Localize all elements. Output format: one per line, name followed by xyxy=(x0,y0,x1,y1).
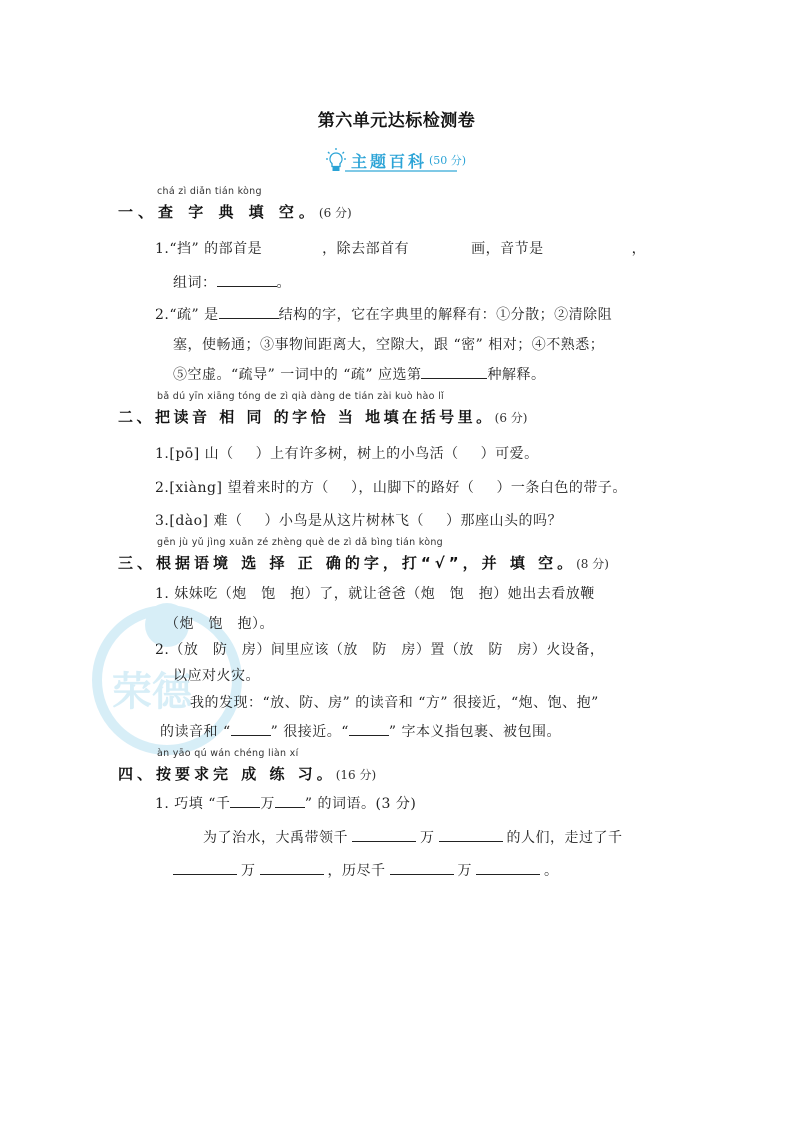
pinyin-tag: [dào] xyxy=(169,513,209,529)
fill-blank[interactable] xyxy=(260,860,324,875)
question-1-2-line2: 塞，使畅通；③事物间距离大，空隙大，跟 “密” 相对；④不熟悉； xyxy=(173,337,605,353)
fill-blank[interactable] xyxy=(390,860,454,875)
discovery-line2: 的读音和 “ ” 很接近。“ ” 字本义指包裹、被包围。 xyxy=(160,721,561,741)
question-3-2-line2: 以应对火灾。 xyxy=(173,668,260,684)
discovery-line1: 我的发现：“放、防、房” 的读音和 “方” 很接近，“炮、饱、抱” xyxy=(190,695,599,711)
checkmark-label: “√”， xyxy=(420,554,482,572)
section-2-heading: 二、把读音 相 同 的字恰 当 地填在括号里。(6 分) xyxy=(118,408,528,426)
similar-sound-blank[interactable] xyxy=(231,721,271,736)
section-number: 一、 xyxy=(118,203,159,221)
section-4-heading: 四、按要求完 成 练 习。(16 分) xyxy=(118,765,377,783)
lightbulb-icon xyxy=(325,147,347,173)
question-3-2: 2.（放 防 房）间里应该（放 防 房）置（放 防 房）火设备， xyxy=(155,642,605,658)
fill-blank[interactable] xyxy=(439,827,503,842)
pinyin-tag: [xiàng] xyxy=(169,480,223,496)
question-4-1-line1: 为了治水，大禹带领千 万 的人们，走过了千 xyxy=(203,827,623,847)
pinyin-tag: [pō] xyxy=(169,446,200,462)
section-3-pinyin: gēn jù yǔ jìng xuǎn zé zhèng què de zì dǎ bìng tián kòng xyxy=(157,537,444,548)
section-score: (6 分) xyxy=(318,206,352,220)
question-1-2-line3: ⑤空虚。“疏导” 一词中的 “疏” 应选第 种解释。 xyxy=(173,364,545,384)
fill-blank[interactable] xyxy=(476,860,540,875)
fill-blank[interactable] xyxy=(173,860,237,875)
original-meaning-blank[interactable] xyxy=(349,721,389,736)
section-4-pinyin: àn yāo qú wán chéng liàn xí xyxy=(157,748,299,759)
question-1-1: 1.“挡” 的部首是 ，除去部首有 画，音节是 ， xyxy=(155,241,647,257)
banner-underline xyxy=(345,170,457,172)
question-4-1-line2: 万 ，历尽千 万 。 xyxy=(173,860,559,880)
question-2-1: 1.[pō] 山（ ）上有许多树，树上的小鸟活（ ）可爱。 xyxy=(155,446,539,462)
section-title: 查 字 典 填 空 xyxy=(158,203,299,221)
section-2-pinyin: bǎ dú yīn xiāng tóng de zì qià dàng de tián zài kuò hào lǐ xyxy=(157,391,444,402)
page-title: 第六单元达标检测卷 xyxy=(317,111,476,131)
section-3-heading: 三、根据语境 选 择 正 确的字，打“√”，并 填 空。(8 分) xyxy=(118,554,609,572)
fill-blank[interactable] xyxy=(230,793,260,808)
question-3-1-line2: （炮 饱 抱）。 xyxy=(165,616,274,632)
structure-blank[interactable] xyxy=(219,304,279,319)
question-1-1-line2: 组词： 。 xyxy=(173,272,291,292)
question-2-3: 3.[dào] 难（ ）小鸟是从这片树林飞（ ）那座山头的吗？ xyxy=(155,513,562,529)
banner-label: 主题百科 xyxy=(351,151,428,171)
word-blank[interactable] xyxy=(217,272,277,287)
fill-blank[interactable] xyxy=(352,827,416,842)
question-2-2: 2.[xiàng] 望着来时的方（ ），山脚下的路好（ ）一条白色的带子。 xyxy=(155,480,627,496)
section-1-heading: 一、查 字 典 填 空。(6 分) xyxy=(118,203,352,221)
question-1-2: 2.“疏” 是 结构的字，它在字典里的解释有：①分散；②清除阻 xyxy=(155,304,612,324)
fill-blank[interactable] xyxy=(275,793,305,808)
question-3-1: 1. 妹妹吃（炮 饱 抱）了，就让爸爸（炮 饱 抱）她出去看放鞭 xyxy=(155,586,595,602)
question-4-1: 1. 巧填 “千 万 ” 的词语。(3 分) xyxy=(155,793,416,813)
meaning-number-blank[interactable] xyxy=(421,364,487,379)
section-1-pinyin: chá zì diǎn tián kòng xyxy=(157,186,262,197)
banner-score: (50 分) xyxy=(429,154,467,167)
svg-text:荣德: 荣德 xyxy=(112,669,192,715)
